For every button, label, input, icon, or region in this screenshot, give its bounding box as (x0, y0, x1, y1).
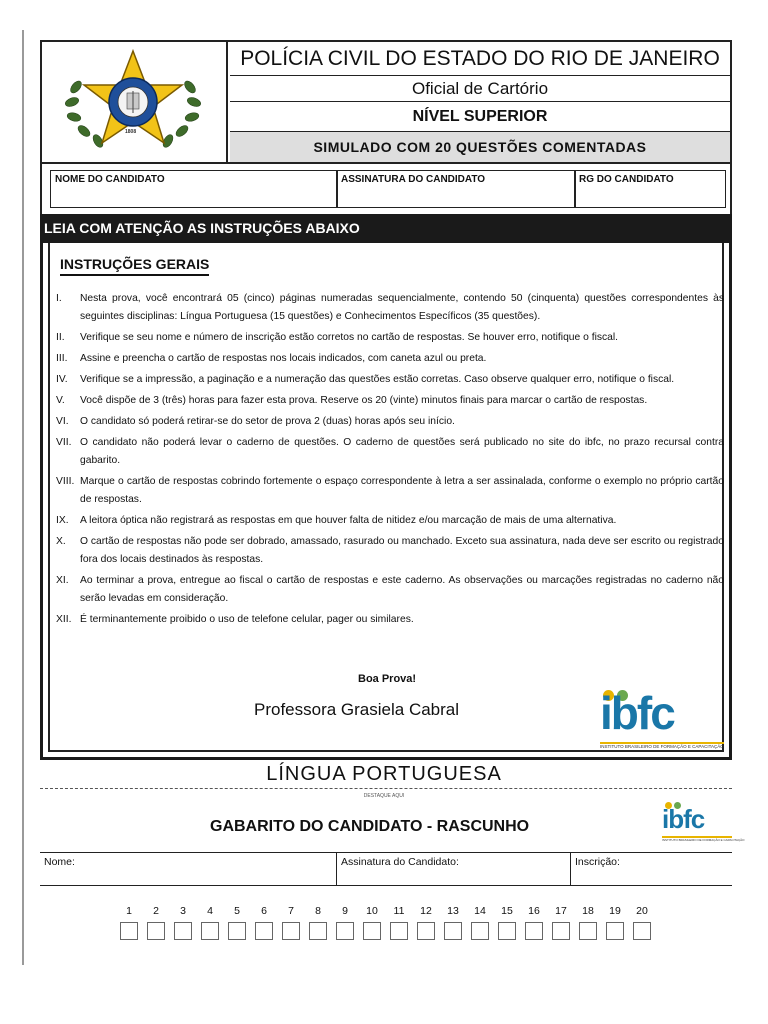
answer-box[interactable] (579, 922, 597, 940)
question-number: 16 (528, 905, 540, 917)
answer-box[interactable] (471, 922, 489, 940)
answer-box[interactable] (417, 922, 435, 940)
instructions-title: INSTRUÇÕES GERAIS (60, 256, 209, 276)
answer-box[interactable] (147, 922, 165, 940)
answer-box[interactable] (633, 922, 651, 940)
answer-box[interactable] (120, 922, 138, 940)
question-number: 11 (393, 905, 405, 917)
instruction-text: A leitora óptica não registrará as respostas em que houver falta de nitidez e/ou marcação de mais de uma alternativa. (80, 515, 617, 526)
instruction-number: XI. (56, 575, 69, 586)
answer-box[interactable] (228, 922, 246, 940)
ibfc-wordmark: ibfc (600, 687, 674, 739)
instruction-text: Ao terminar a prova, entregue ao fiscal o cartão de respostas e este caderno. As observações ou marcações registradas no caderno não serão levadas em consideração. (80, 575, 724, 604)
instruction-text: O cartão de respostas não pode ser dobrado, amassado, rasurado ou manchado. Exceto sua assinatura, nada deve ser escrito ou registrado fora dos locais destinados às respostas. (80, 536, 724, 565)
answer-box[interactable] (390, 922, 408, 940)
gabarito-title: GABARITO DO CANDIDATO - RASCUNHO (210, 818, 530, 835)
instruction-item (56, 434, 724, 470)
candidate-fields (40, 164, 732, 214)
instruction-number: VI. (56, 416, 69, 427)
instruction-number: VIII. (56, 476, 75, 487)
question-number: 4 (207, 905, 213, 917)
cut-line (40, 788, 732, 789)
instruction-text: Você dispõe de 3 (três) horas para fazer esta prova. Reserve os 20 (vinte) minutos finais para marcar o cartão de respostas. (80, 395, 648, 406)
header-level: NÍVEL SUPERIOR (230, 102, 730, 132)
instruction-number: X. (56, 536, 66, 547)
instruction-text: Nesta prova, você encontrará 05 (cinco) páginas numeradas sequencialmente, contendo 50 (cinquenta) questões correspondentes às seguintes disciplinas: Língua Portuguesa (15 questões) e Conhecimentos Específicos (35 questões). (80, 293, 724, 322)
answer-box[interactable] (282, 922, 300, 940)
instruction-number: III. (56, 353, 68, 364)
gabarito-inscricao-field[interactable] (570, 853, 732, 885)
instruction-text: Verifique se a impressão, a paginação e a numeração das questões estão corretas. Caso observe qualquer erro, notifique o fiscal. (80, 374, 675, 385)
question-number: 9 (342, 905, 348, 917)
instruction-number: XII. (56, 614, 72, 625)
question-number: 2 (153, 905, 159, 917)
question-number: 19 (609, 905, 621, 917)
instruction-item (56, 533, 724, 569)
instruction-item (56, 572, 724, 608)
answer-box[interactable] (525, 922, 543, 940)
question-number: 15 (501, 905, 513, 917)
ibfc-wordmark-small: ibfc (662, 804, 705, 834)
cut-note: DESTAQUE AQUI (363, 793, 405, 799)
instructions-banner: LEIA COM ATENÇÃO AS INSTRUÇÕES ABAIXO (40, 214, 732, 243)
logo-cell (42, 42, 228, 162)
answer-box[interactable] (309, 922, 327, 940)
answer-box[interactable] (336, 922, 354, 940)
candidate-rg-label: RG DO CANDIDATO (579, 174, 674, 185)
question-number: 3 (180, 905, 186, 917)
badge-year: 1808 (125, 129, 137, 135)
instruction-number: II. (56, 332, 65, 343)
instruction-text: O candidato não poderá levar o caderno de questões. O caderno de questões será publicado no site do ibfc, no prazo recursal contra gabarito. (80, 437, 724, 466)
question-number: 13 (447, 905, 459, 917)
closing-message: Boa Prova! (358, 673, 417, 685)
answer-box[interactable] (255, 922, 273, 940)
instruction-item (56, 371, 724, 389)
header-simulado: SIMULADO COM 20 QUESTÕES COMENTADAS (230, 132, 730, 162)
question-number: 14 (474, 905, 486, 917)
candidate-name-field[interactable] (50, 170, 338, 208)
instruction-item (56, 350, 724, 368)
answer-box[interactable] (444, 922, 462, 940)
instruction-item (56, 413, 724, 431)
answer-box[interactable] (498, 922, 516, 940)
question-number: 20 (636, 905, 648, 917)
header-org-title: POLÍCIA CIVIL DO ESTADO DO RIO DE JANEIRO (230, 42, 730, 76)
instruction-item (56, 611, 724, 629)
instruction-item (56, 392, 724, 410)
left-margin-line (22, 30, 24, 965)
instruction-item (56, 290, 724, 326)
question-number: 18 (582, 905, 594, 917)
instruction-text: Verifique se seu nome e número de inscrição estão corretos no cartão de respostas. Se houver erro, notifique o fiscal. (80, 332, 619, 343)
candidate-name-label: NOME DO CANDIDATO (55, 174, 165, 185)
instruction-number: IX. (56, 515, 69, 526)
author-name: Professora Grasiela Cabral (254, 700, 460, 719)
question-number: 1 (126, 905, 132, 917)
candidate-signature-field[interactable] (336, 170, 576, 208)
question-number: 7 (288, 905, 294, 917)
header-role: Oficial de Cartório (230, 76, 730, 102)
instruction-text: Marque o cartão de respostas cobrindo fortemente o espaço correspondente à letra a ser assinalada, conforme o exemplo no próprio cartão de respostas. (80, 476, 724, 505)
question-number: 12 (420, 905, 432, 917)
police-star-badge-icon (58, 47, 208, 157)
gabarito-fields (40, 852, 732, 886)
instruction-text: O candidato só poderá retirar-se do setor de prova 2 (duas) horas após seu início. (80, 416, 455, 427)
exam-header (40, 40, 732, 164)
instructions-list (56, 290, 724, 632)
question-number: 6 (261, 905, 267, 917)
answer-box[interactable] (363, 922, 381, 940)
candidate-signature-label: ASSINATURA DO CANDIDATO (341, 174, 486, 185)
gabarito-name-field[interactable] (40, 853, 336, 885)
answer-box[interactable] (552, 922, 570, 940)
gabarito-signature-field[interactable] (336, 853, 570, 885)
instruction-number: I. (56, 293, 62, 304)
question-number: 10 (366, 905, 378, 917)
ibfc-tagline-small: INSTITUTO BRASILEIRO DE FORMAÇÃO E CAPACITAÇÃO (662, 838, 745, 842)
answer-box[interactable] (201, 922, 219, 940)
gabarito-signature-label: Assinatura do Candidato: (341, 856, 459, 868)
answer-box[interactable] (606, 922, 624, 940)
instruction-text: É terminantemente proibido o uso de telefone celular, pager ou similares. (80, 614, 414, 625)
section-title: LÍNGUA PORTUGUESA (266, 763, 502, 785)
instruction-item (56, 512, 724, 530)
ibfc-tagline: INSTITUTO BRASILEIRO DE FORMAÇÃO E CAPACITAÇÃO (600, 744, 724, 749)
question-number: 8 (315, 905, 321, 917)
instruction-number: V. (56, 395, 65, 406)
gabarito-inscricao-label: Inscrição: (575, 856, 620, 868)
ibfc-logo-small (662, 802, 745, 842)
answer-box[interactable] (174, 922, 192, 940)
instruction-number: IV. (56, 374, 68, 385)
instruction-number: VII. (56, 437, 72, 448)
ibfc-logo (600, 687, 724, 754)
instruction-item (56, 329, 724, 347)
instruction-item (56, 473, 724, 509)
question-number: 5 (234, 905, 240, 917)
question-number: 17 (555, 905, 567, 917)
gabarito-name-label: Nome: (44, 856, 75, 868)
candidate-rg-field[interactable] (574, 170, 726, 208)
instruction-text: Assine e preencha o cartão de respostas nos locais indicados, com caneta azul ou preta. (80, 353, 487, 364)
